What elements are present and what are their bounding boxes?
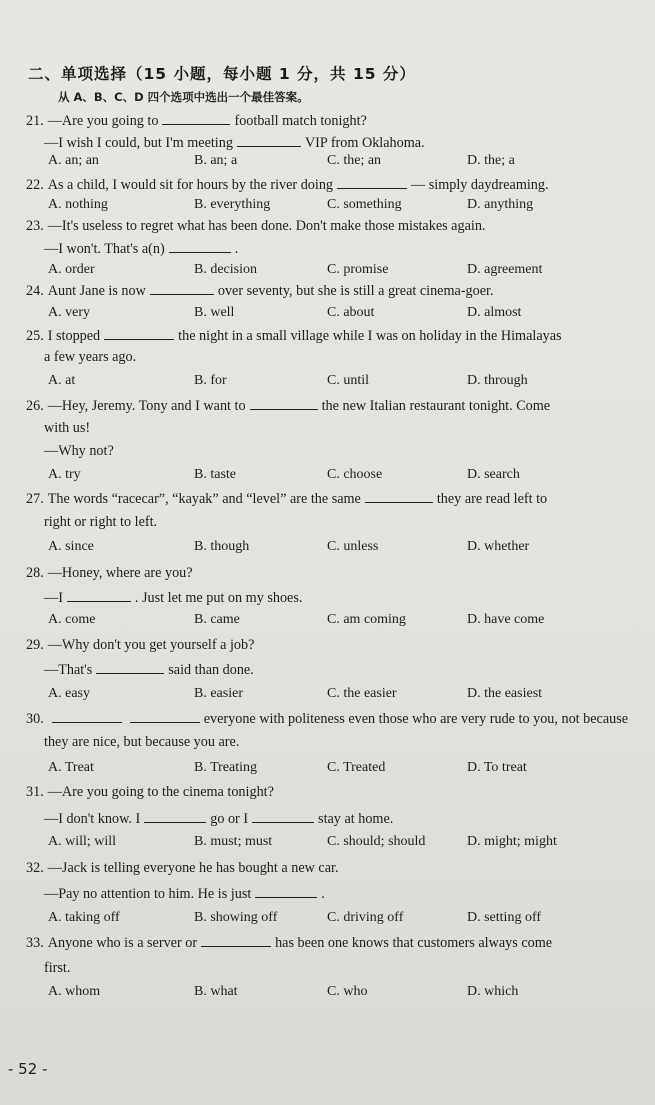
question-text: over seventy, but she is still a great cinema-goer.	[217, 283, 494, 299]
answer-option[interactable]: C. until	[327, 373, 370, 388]
question-text-line	[44, 661, 254, 679]
question-number: 21.	[26, 113, 44, 129]
answer-blank[interactable]	[201, 934, 271, 947]
answer-option[interactable]: C. should; should	[327, 834, 426, 849]
answer-option[interactable]: B. for	[194, 373, 227, 388]
answer-option[interactable]: B. decision	[194, 262, 257, 277]
question-number: 27.	[26, 491, 44, 507]
answer-option[interactable]: C. about	[327, 305, 375, 320]
question-text: right or right to left.	[44, 514, 158, 530]
question-text: they are nice, but because you are.	[44, 734, 240, 750]
answer-option[interactable]: D. whether	[467, 539, 530, 554]
answer-option[interactable]: B. well	[194, 305, 235, 320]
question-text: Aunt Jane is now	[47, 283, 146, 299]
question-number: 31.	[26, 784, 44, 800]
question-text: VIP from Oklahoma.	[304, 135, 425, 151]
answer-blank[interactable]	[104, 327, 174, 340]
answer-option[interactable]: B. taste	[194, 467, 236, 482]
question-text-line	[44, 443, 114, 460]
answer-option[interactable]: C. something	[327, 197, 402, 212]
answer-option[interactable]: B. came	[194, 612, 240, 627]
answer-option[interactable]: A. order	[48, 262, 95, 277]
answer-option[interactable]: D. search	[467, 467, 520, 482]
answer-blank[interactable]	[162, 112, 230, 125]
answer-option[interactable]: C. unless	[327, 539, 379, 554]
answer-option[interactable]: D. agreement	[467, 262, 543, 277]
question-text: everyone with politeness even those who are very rude to you, not because	[203, 711, 629, 727]
answer-blank[interactable]	[169, 240, 231, 253]
answer-option[interactable]: A. since	[48, 539, 94, 554]
answer-option[interactable]: A. whom	[48, 984, 101, 999]
question-text: —It's useless to regret what has been done. Don't make those mistakes again.	[47, 218, 486, 234]
answer-blank[interactable]	[144, 810, 206, 823]
section-instructions: 从 A、B、C、D 四个选项中选出一个最佳答案。	[58, 90, 309, 104]
question-text: I stopped	[47, 328, 101, 344]
question-text: said than done.	[168, 662, 254, 678]
question-text-line	[44, 810, 393, 828]
question-text: —I won't. That's a(n)	[44, 241, 165, 257]
question-text: Anyone who is a server or	[47, 935, 198, 951]
question-text-line	[26, 397, 550, 415]
question-text-line	[44, 589, 302, 607]
question-text-line	[26, 218, 485, 235]
question-text: football match tonight?	[234, 113, 367, 129]
question-text: a few years ago.	[44, 349, 137, 365]
question-text-line	[44, 734, 239, 751]
answer-option[interactable]: D. the; a	[467, 153, 515, 168]
question-text: go or I	[210, 811, 249, 827]
question-text: —I	[44, 590, 63, 606]
answer-option[interactable]: A. try	[48, 467, 81, 482]
question-number: 33.	[26, 935, 44, 951]
question-number: 32.	[26, 860, 44, 876]
answer-option[interactable]: A. nothing	[48, 197, 108, 212]
question-text: stay at home.	[318, 811, 394, 827]
answer-option[interactable]: B. everything	[194, 197, 271, 212]
question-text-line	[44, 134, 425, 152]
question-number: 22.	[26, 177, 44, 193]
question-text: the new Italian restaurant tonight. Come	[321, 398, 551, 414]
question-number: 23.	[26, 218, 44, 234]
answer-blank[interactable]	[52, 710, 122, 723]
answer-option[interactable]: A. very	[48, 305, 90, 320]
answer-option[interactable]: D. anything	[467, 197, 534, 212]
answer-blank[interactable]	[255, 885, 317, 898]
answer-option[interactable]: C. the easier	[327, 686, 397, 701]
question-text-line	[26, 327, 562, 345]
question-text-line	[44, 885, 325, 903]
question-text-line	[26, 490, 547, 508]
question-text: has been one knows that customers always come	[275, 935, 553, 951]
answer-option[interactable]: D. through	[467, 373, 528, 388]
question-text: —Hey, Jeremy. Tony and I want to	[47, 398, 246, 414]
question-text: .	[234, 241, 239, 257]
answer-option[interactable]: D. setting off	[467, 910, 542, 925]
answer-option[interactable]: B. an; a	[194, 153, 238, 168]
question-text: —I don't know. I	[44, 811, 141, 827]
question-text: —Why don't you get yourself a job?	[47, 637, 255, 653]
question-text-line	[26, 784, 274, 801]
answer-option[interactable]: D. which	[467, 984, 519, 999]
question-number: 25.	[26, 328, 44, 344]
question-text: .	[321, 886, 325, 902]
question-text: —Honey, where are you?	[47, 565, 193, 581]
question-text: with us!	[44, 420, 91, 436]
answer-option[interactable]: B. Treating	[194, 760, 258, 775]
question-text: The words “racecar”, “kayak” and “level” are the same	[47, 491, 361, 507]
question-text-line	[44, 514, 157, 531]
answer-blank[interactable]	[365, 490, 433, 503]
answer-option[interactable]: B. must; must	[194, 834, 273, 849]
answer-blank[interactable]	[67, 589, 131, 602]
answer-blank[interactable]	[237, 134, 301, 147]
answer-blank[interactable]	[337, 176, 407, 189]
answer-option[interactable]: D. might; might	[467, 834, 557, 849]
answer-option[interactable]: C. the; an	[327, 153, 382, 168]
answer-option[interactable]: C. choose	[327, 467, 383, 482]
question-number: 26.	[26, 398, 44, 414]
answer-option[interactable]: C. Treated	[327, 760, 386, 775]
question-text: —Pay no attention to him. He is just	[44, 886, 252, 902]
question-text-line	[26, 860, 339, 877]
answer-option[interactable]: A. Treat	[48, 760, 94, 775]
answer-blank[interactable]	[252, 810, 314, 823]
answer-option[interactable]: A. come	[48, 612, 96, 627]
answer-option[interactable]: B. what	[194, 984, 238, 999]
question-text-line	[26, 565, 193, 582]
answer-option[interactable]: A. at	[48, 373, 76, 388]
question-number: 24.	[26, 283, 44, 299]
answer-blank[interactable]	[150, 282, 214, 295]
question-text: —That's	[44, 662, 93, 678]
answer-option[interactable]: D. the easiest	[467, 686, 543, 701]
question-text-line	[44, 960, 70, 977]
question-text-line	[26, 710, 628, 728]
answer-option[interactable]: C. am coming	[327, 612, 406, 627]
answer-option[interactable]: A. will; will	[48, 834, 117, 849]
answer-option[interactable]: C. who	[327, 984, 368, 999]
question-text-line	[26, 176, 549, 194]
question-number: 29.	[26, 637, 44, 653]
answer-blank[interactable]	[96, 661, 164, 674]
page-number: - 52 -	[8, 1060, 48, 1078]
answer-option[interactable]: B. easier	[194, 686, 243, 701]
question-number: 28.	[26, 565, 44, 581]
answer-option[interactable]: D. To treat	[467, 760, 527, 775]
question-text-line	[26, 282, 494, 300]
answer-option[interactable]: D. almost	[467, 305, 522, 320]
question-text: — simply daydreaming.	[411, 177, 549, 193]
section-title: 二、单项选择（15 小题，每小题 1 分，共 15 分）	[28, 65, 416, 83]
question-number: 30.	[26, 711, 44, 727]
answer-option[interactable]: B. showing off	[194, 910, 278, 925]
answer-blank[interactable]	[250, 397, 318, 410]
question-text: first.	[44, 960, 71, 976]
question-text-line	[44, 240, 238, 258]
answer-option[interactable]: A. an; an	[48, 153, 99, 168]
answer-option[interactable]: A. easy	[48, 686, 90, 701]
answer-option[interactable]: C. promise	[327, 262, 389, 277]
question-text-line	[44, 420, 90, 437]
question-text: . Just let me put on my shoes.	[134, 590, 303, 606]
question-text: —Are you going to the cinema tonight?	[47, 784, 274, 800]
answer-option[interactable]: D. have come	[467, 612, 545, 627]
question-text: —I wish I could, but I'm meeting	[44, 135, 233, 151]
question-text-line	[26, 934, 552, 952]
question-text: —Why not?	[44, 443, 114, 459]
question-text: they are read left to	[436, 491, 548, 507]
question-text: the night in a small village while I was on holiday in the Himalayas	[178, 328, 562, 344]
question-text: As a child, I would sit for hours by the river doing	[47, 177, 334, 193]
answer-blank[interactable]	[130, 710, 200, 723]
question-text: —Are you going to	[47, 113, 159, 129]
answer-option[interactable]: C. driving off	[327, 910, 404, 925]
question-text-line	[26, 637, 254, 654]
question-text-line	[26, 112, 367, 130]
question-text: —Jack is telling everyone he has bought a new car.	[47, 860, 339, 876]
answer-option[interactable]: B. though	[194, 539, 250, 554]
question-text-line	[44, 349, 136, 366]
answer-option[interactable]: A. taking off	[48, 910, 120, 925]
